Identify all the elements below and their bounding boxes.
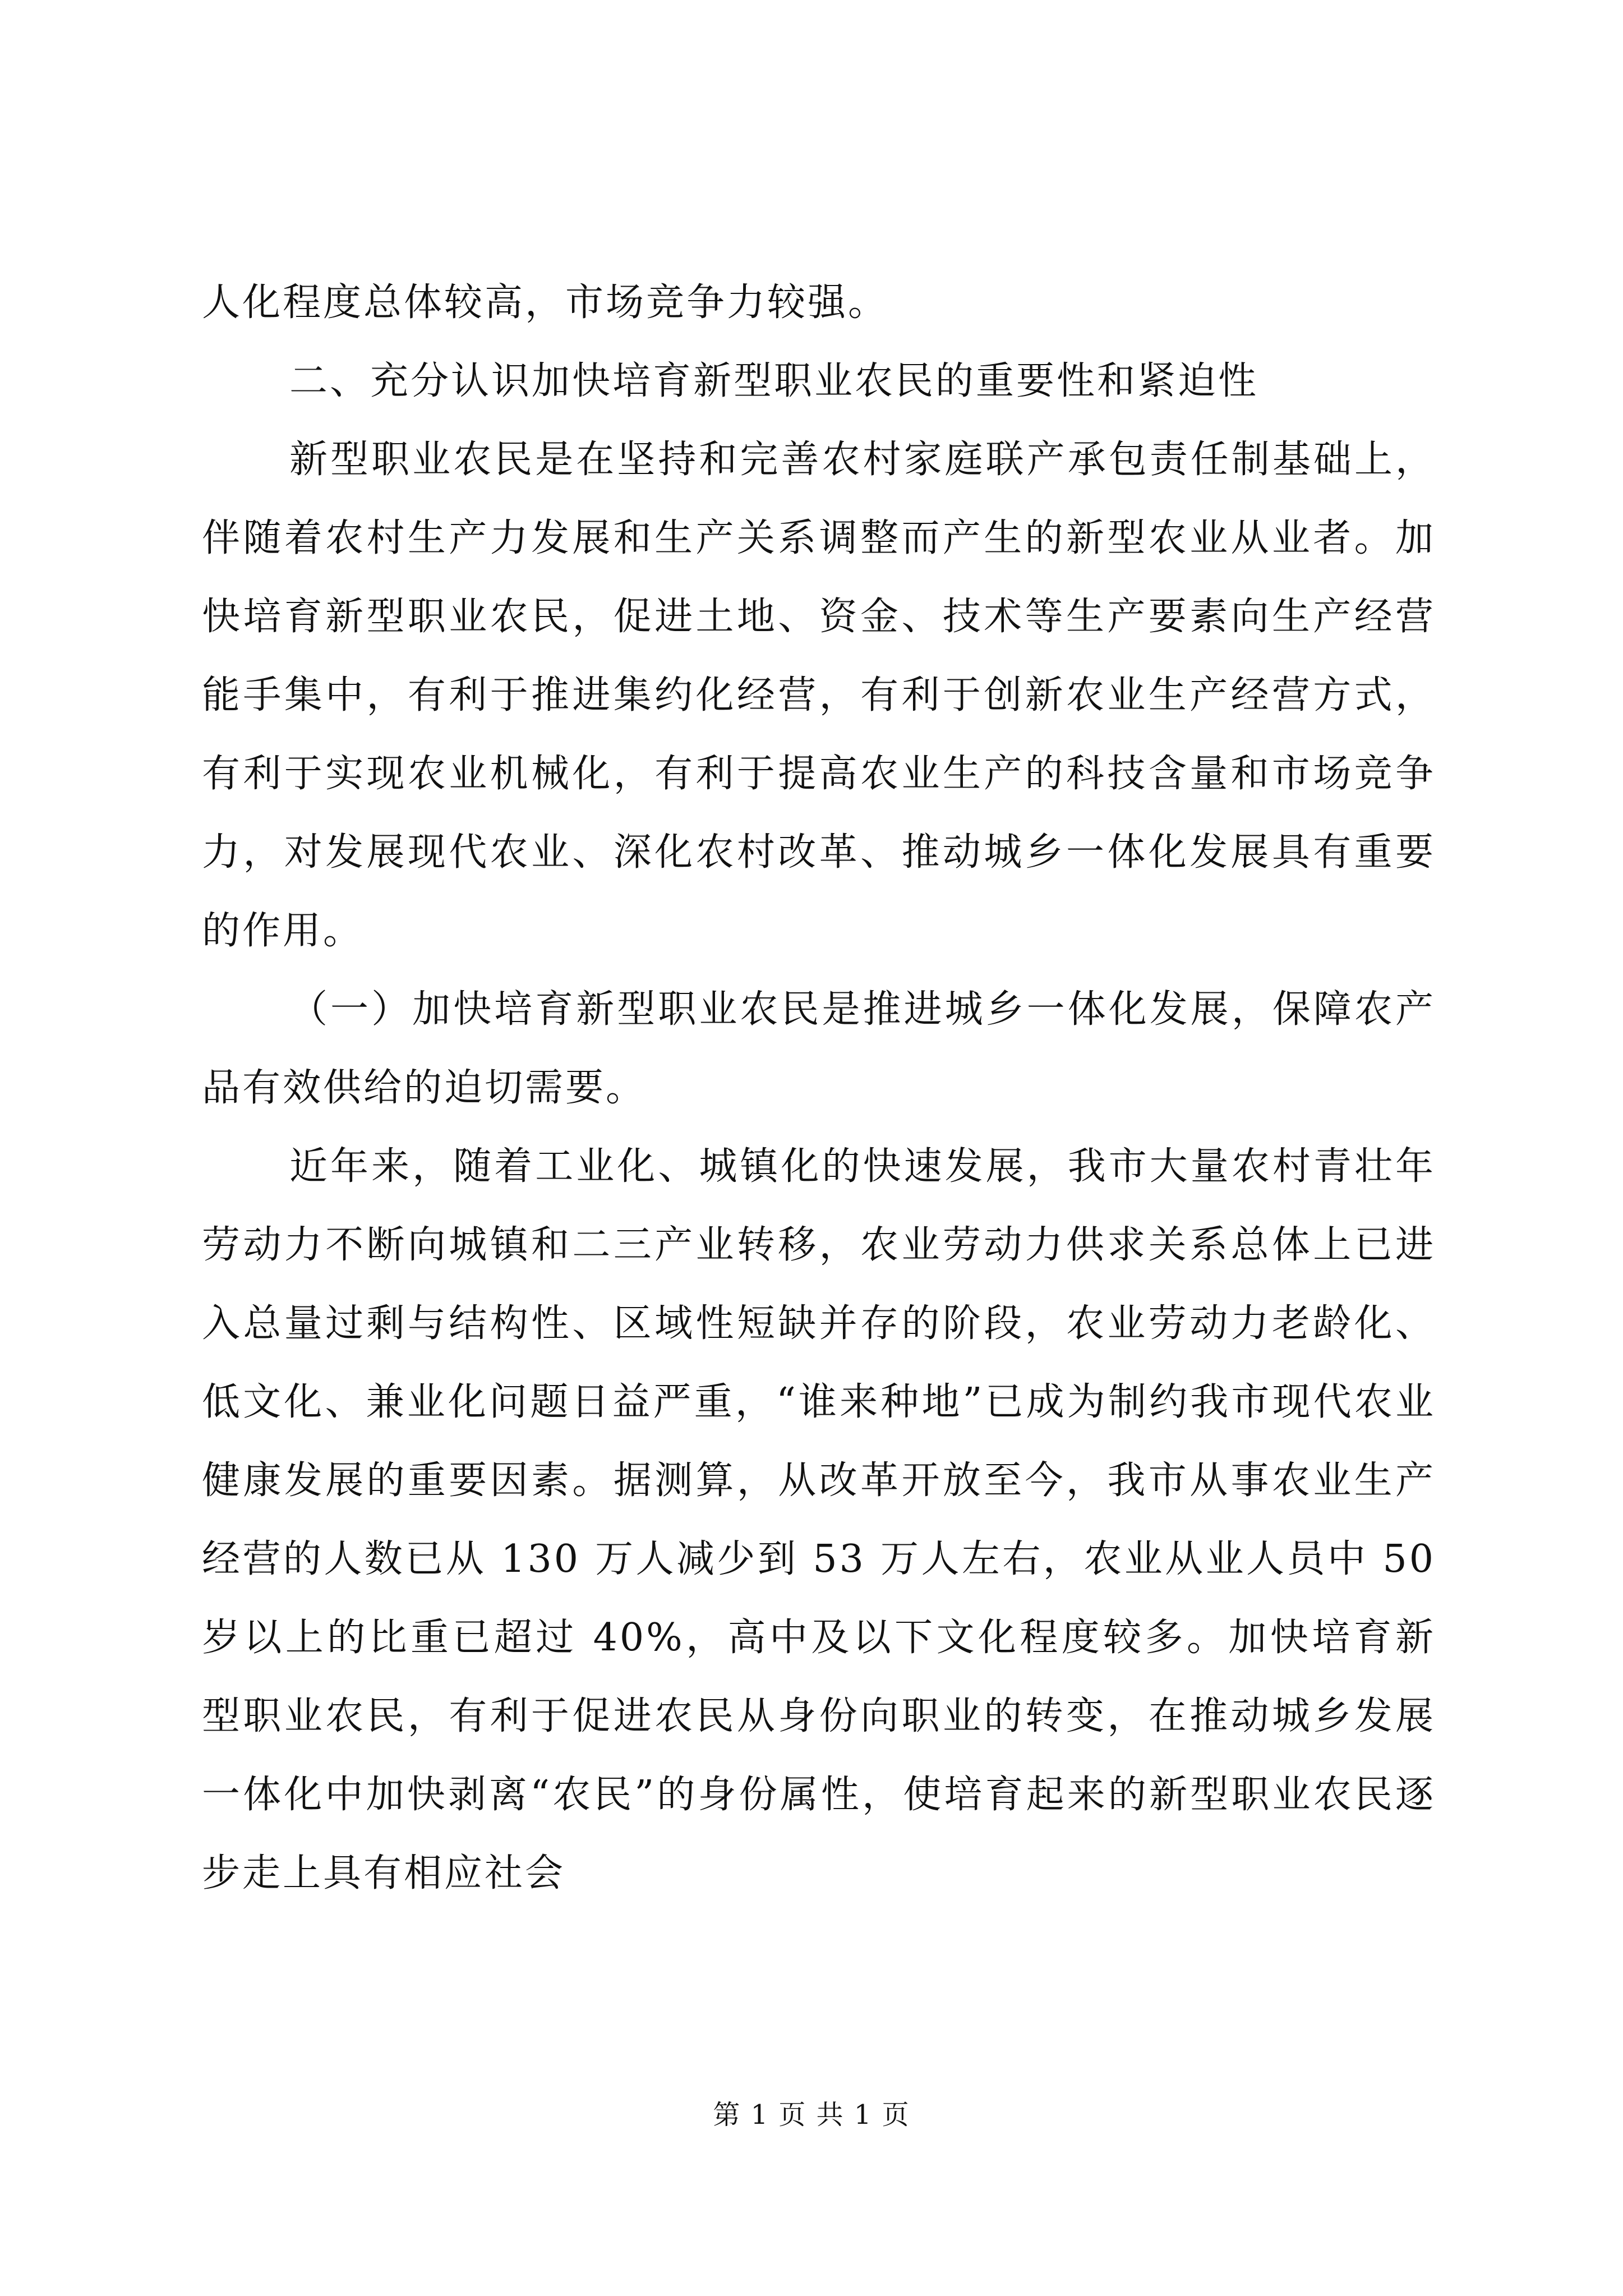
paragraph-continuation: 人化程度总体较高，市场竞争力较强。 bbox=[202, 280, 889, 325]
document-body bbox=[202, 264, 1436, 1913]
paragraph-labor-trends: 近年来，随着工业化、城镇化的快速发展，我市大量农村青壮年劳动力不断向城镇和二三产业转移，农业劳动力供求关系总体上已进入总量过剩与结构性、区域性短缺并存的阶段，农业劳动力老龄化、低文化、兼业化问题日益严重，“谁来种地”已成为制约我市现代农业健康发展的重要因素。据测算，从改革开放至今，我市从事农业生产经营的人数已从 130 万人减少到 53 万人左右，农业从业人员中 50 岁以上的比重已超过 40%，高中及以下文化程度较多。加快培育新型职业农民，有利于促进农民从身份向职业的转变，在推动城乡发展一体化中加快剥离“农民”的身份属性，使培育起来的新型职业农民逐步走上具有相应社会 bbox=[202, 1144, 1436, 1895]
paragraph-definition: 新型职业农民是在坚持和完善农村家庭联产承包责任制基础上，伴随着农村生产力发展和生产关系调整而产生的新型农业从业者。加快培育新型职业农民，促进土地、资金、技术等生产要素向生产经营能手集中，有利于推进集约化经营，有利于创新农业生产经营方式，有利于实现农业机械化，有利于提高农业生产的科技含量和市场竞争力，对发展现代农业、深化农村改革、推动城乡一体化发展具有重要的作用。 bbox=[202, 438, 1436, 953]
subsection-heading: （一）加快培育新型职业农民是推进城乡一体化发展，保障农产品有效供给的迫切需要。 bbox=[202, 987, 1436, 1110]
section-heading: 二、充分认识加快培育新型职业农民的重要性和紧迫性 bbox=[289, 359, 1259, 403]
page-footer: 第 1 页 共 1 页 bbox=[713, 2099, 910, 2131]
